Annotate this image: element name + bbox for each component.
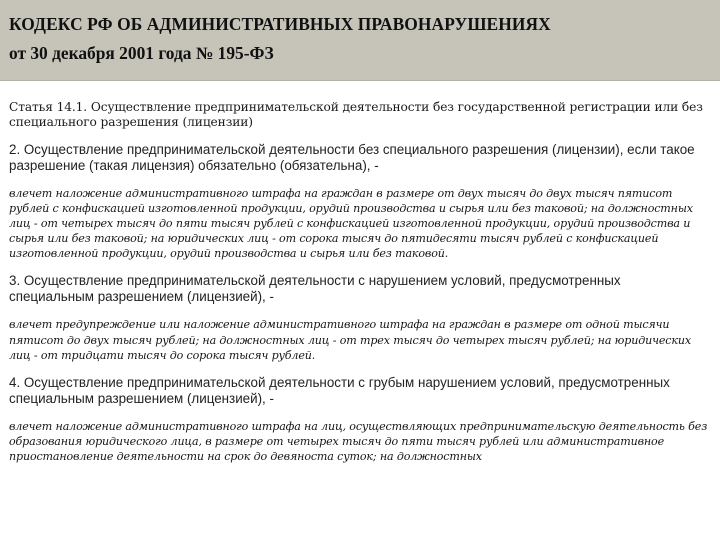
- penalty-4: влечет наложение административного штрафа на лиц, осуществляющих предпринимательскую деятельность без образования юридического лица, в размере от четырех тысяч до пяти тысяч рублей или административное приостановление деятельности на срок до девяноста суток; на должностных: [9, 419, 708, 463]
- penalty-2: влечет наложение административного штрафа на граждан в размере от двух тысяч до двух тысяч пятисот рублей с конфискацией изготовленной продукции, орудий производства и сырья или без таковой; на должностных лиц - от четырех тысяч до пяти тысяч рублей с конфискацией изготовленной продукции, орудий производства и сырья или без таковой; на юридических лиц - от сорока тысяч до пятидесяти тысяч рублей с конфискацией изготовленной продукции, орудий производства и сырья или без таковой.: [9, 187, 693, 261]
- document-date: от 30 декабря 2001 года № 195-ФЗ: [9, 43, 274, 63]
- article-title: Статья 14.1. Осуществление предпринимательской деятельности без государственной регистрации или без специального разрешения (лицензии): [9, 100, 703, 129]
- clause-2: 2. Осуществление предпринимательской деятельности без специального разрешения (лицензии), если такое разрешение (такая лицензия) обязательно (обязательна), -: [9, 142, 695, 173]
- clause-3: 3. Осуществление предпринимательской деятельности с нарушением условий, предусмотренных специальным разрешением (лицензией), -: [9, 273, 621, 305]
- penalty-3: влечет предупреждение или наложение административного штрафа на граждан в размере от одной тысячи пятисот до двух тысяч рублей; на должностных лиц - от трех тысяч до четырех тысяч рублей; на юридических лиц - от тридцати тысяч до сорока тысяч рублей.: [9, 318, 691, 362]
- clause-4: 4. Осуществление предпринимательской деятельности с грубым нарушением условий, предусмотренных специальным разрешением (лицензией), -: [9, 374, 670, 406]
- document-title: КОДЕКС РФ ОБ АДМИНИСТРАТИВНЫХ ПРАВОНАРУШЕНИЯХ: [9, 14, 551, 34]
- header-banner: [0, 0, 720, 81]
- article-body: [9, 100, 709, 476]
